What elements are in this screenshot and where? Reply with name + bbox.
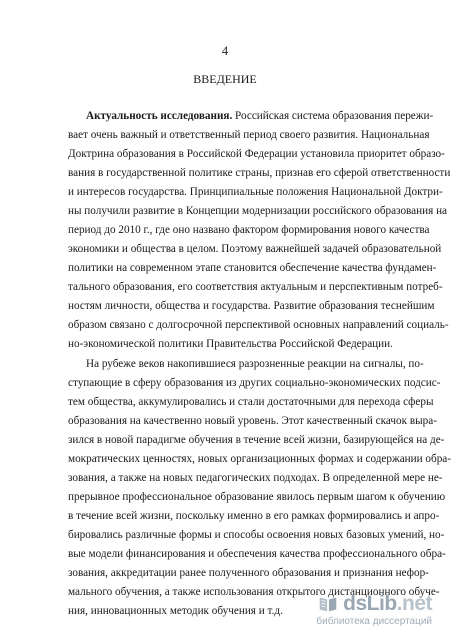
book-icon [317,593,339,615]
section-heading: ВВЕДЕНИЕ [193,72,257,86]
lead-bold-phrase: Актуальность исследования. [86,110,233,122]
paragraph-1-line [86,108,434,124]
dslib-watermark[interactable] [282,592,432,632]
paragraph-1-line: период до 2010 г., где оно названо фактором формирования нового качества [68,224,430,236]
paragraph-2-line: бировались различные формы и способы освоения новых базовых умений, но- [68,529,445,541]
paragraph-1-line: ностям личности, общества и государства. Развитие образования теснейшим [68,300,435,312]
paragraph-1-line: тального образования, его соответствия актуальным и перспективным потреб- [68,281,443,293]
paragraph-2-line: прерывное профессиональное образование явилось первым шагом к обучению [68,491,446,503]
paragraph-1-line: политики на современном этапе становится обеспечение качества фундамен- [68,262,437,274]
lead-rest: Российская система образования пережи- [232,110,434,122]
paragraph-2-line: тем общества, аккумулировались и стали достаточными для перехода сферы [68,396,434,408]
paragraph-1-line: ны получили развитие в Концепции модернизации российского образования на [68,205,448,217]
watermark-logo-name: dsLib [343,592,397,615]
paragraph-2-line: ния, инновационных методик обучения и т.д. [68,605,283,617]
page-number: 4 [221,44,229,58]
paragraph-1-line: и интересов государства. Принципиальные положения Национальной Доктри- [68,186,443,198]
paragraph-1-line: экономики и общества в целом. Поэтому важнейшей задачей образовательной [68,243,442,255]
paragraph-2-line: зования, а также на новых педагогических подходах. В определенной мере не- [68,472,443,484]
paragraph-1-line: вания в государственной политике страны, признав его сферой ответственности [68,167,451,179]
watermark-logo-domain: .net [396,592,432,615]
paragraph-1-line: Доктрина образования в Российской Федерации установила приоритет образо- [68,148,445,160]
watermark-tagline: библиотека диссертаций [316,616,432,627]
paragraph-2-line: мократических ценностях, новых организационных формах и содержании обра- [68,453,451,465]
paragraph-2-line: На рубеже веков накопившиеся разрозненные реакции на сигналы, по- [86,358,424,370]
paragraph-1-line: вает очень важный и ответственный период своего развития. Национальная [68,129,430,141]
paragraph-2-line: мального обучения, а также использования открытого дистанционного обуче- [68,586,440,598]
paragraph-2-line: вые модели финансирования и обеспечения качества профессионального обра- [68,548,446,560]
watermark-logo [317,592,432,616]
paragraph-1-line: но-экономической политики Правительства Российской Федерации. [68,338,393,350]
paragraph-2-line: в течение всей жизни, поскольку именно в его рамках формировались и апро- [68,510,440,522]
paragraph-2-line: ступающие в сферу образования из других социально-экономических подсис- [68,377,441,389]
paragraph-1-line: образом связано с долгосрочной перспективой основных направлений социаль- [68,319,449,331]
paragraph-2-line: зился в новой парадигме обучения в течение всей жизни, базирующейся на де- [68,434,445,446]
paragraph-2-line: образования на качественно новый уровень. Этот качественный скачок выра- [68,415,437,427]
paragraph-2-line: зования, аккредитации ранее полученного образования и признания нефор- [68,567,429,579]
